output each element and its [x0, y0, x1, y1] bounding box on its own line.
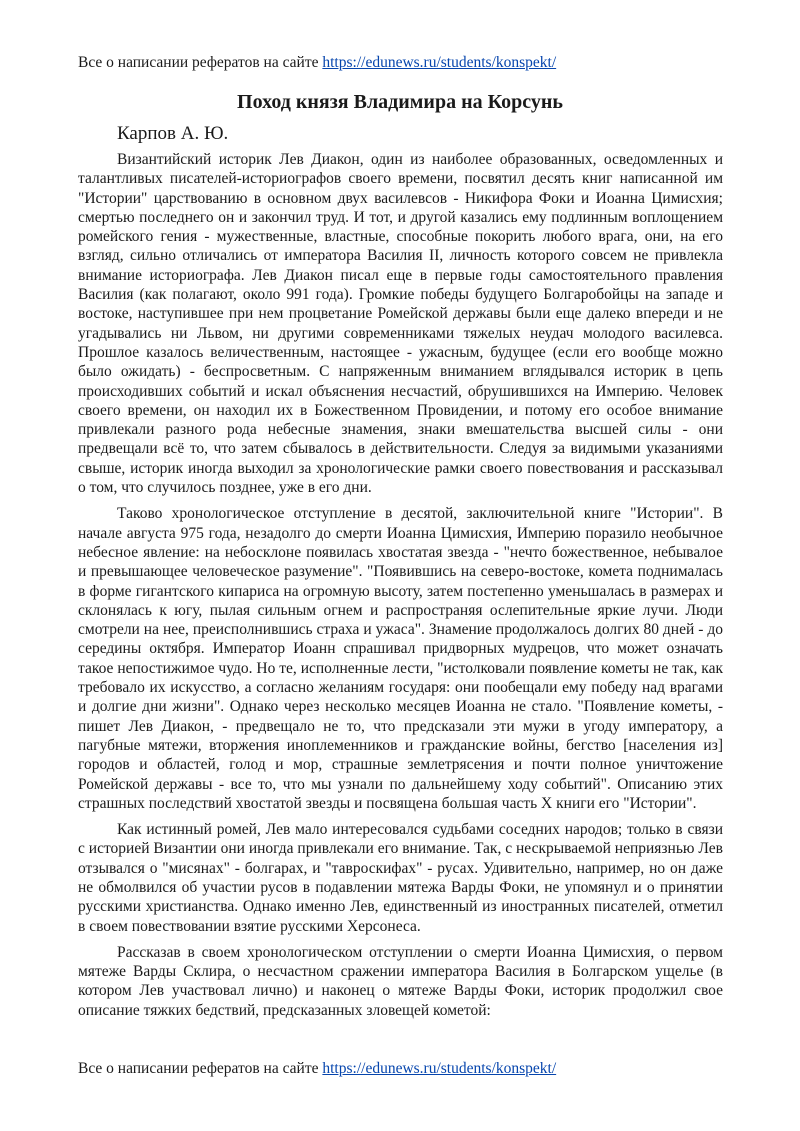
- document-title: Поход князя Владимира на Корсунь: [237, 91, 563, 113]
- page-footer: [78, 1059, 556, 1079]
- paragraph-4: Рассказав в своем хронологическом отступлении о смерти Иоанна Цимисхия, о первом мятеже Варды Склира, о несчастном сражении императора Василия в Болгарском ущелье (в котором Лев участвовал лично) и наконец о мятеже Варды Фоки, историк продолжил свое описание тяжких бедствий, предсказанных зловещей кометой:: [78, 943, 723, 1019]
- footer-site-link[interactable]: https://edunews.ru/students/konspekt/: [322, 1060, 557, 1077]
- paragraph-2: Таково хронологическое отступление в десятой, заключительной книге "Истории". В начале августа 975 года, незадолго до смерти Иоанна Цимисхия, Империю поразило необычное небесное явление: на небосклоне появилась хвостатая звезда - "нечто божественное, небывалое и превышающее человеческое разумение". "Появившись на северо-востоке, комета поднималась в форме гигантского кипариса на огромную высоту, затем постепенно уменьшалась в размерах и склонялась к югу, пылая сильным огнем и распространяя ослепительные яркие лучи. Люди смотрели на нее, преисполнившись страха и ужаса". Знамение продолжалось долгих 80 дней - до середины октября. Император Иоанн спрашивал придворных мудрецов, что может означать такое непостижимое чудо. Но те, исполненные лести, "истолковали появление кометы не так, как требовало их искусство, а согласно желаниям государя: они пообещали ему победу над врагами и долгие дни жизни". Однако через несколько месяцев Иоанна не стало. "Появление кометы, - пишет Лев Диакон, - предвещало не то, что предсказали эти мужи в угоду императору, а пагубные мятежи, вторжения иноплеменников и гражданские войны, бегство [населения из] городов и областей, голод и мор, страшные землетрясения и почти полное уничтожение Ромейской державы - все то, что мы узнали по дальнейшему ходу событий". Описанию этих страшных последствий хвостатой звезды и посвящена большая часть X книги его "Истории".: [78, 505, 723, 812]
- footer-prefix-text: Все о написании рефератов на сайте: [78, 1060, 323, 1077]
- header-prefix-text: Все о написании рефератов на сайте: [78, 54, 323, 71]
- document-body: [78, 150, 723, 1027]
- paragraph-3: Как истинный ромей, Лев мало интересовался судьбами соседних народов; только в связи с историей Византии они иногда привлекали его внимание. Так, с нескрываемой неприязнью Лев отзывался о "мисянах" - болгарах, и "тавроскифах" - русах. Удивительно, например, но он даже не обмолвился об участии русов в подавлении мятежа Варды Фоки, не упомянул и о принятии русскими христианства. Однако именно Лев, единственный из иностранных писателей, отметил в своем повествовании взятие русскими Херсонеса.: [78, 821, 723, 935]
- page-header: [78, 53, 556, 73]
- paragraph-1: Византийский историк Лев Диакон, один из наиболее образованных, осведомленных и талантливых писателей-историографов своего времени, посвятил десять книг написанной им "Истории" царствованию в основном двух василевсов - Никифора Фоки и Иоанна Цимисхия; смертью последнего он и закончил труд. И тот, и другой казались ему подлинным воплощением ромейского гения - мужественные, властные, способные покорить любого врага, они, на его взгляд, сильно отличались от императора Василия II, личность которого совсем не привлекла внимание историографа. Лев Диакон писал еще в первые годы самостоятельного правления Василия (как полагают, около 991 года). Громкие победы будущего Болгаробойцы на западе и востоке, наступившее при нем процветание Ромейской державы были еще далеко впереди и не угадывались ни Львом, ни другими современниками тяжелых неудач молодого василевса. Прошлое казалось величественным, настоящее - ужасным, будущее (если его вообще можно было ожидать) - беспросветным. С напряженным вниманием вглядывался историк в цепь происходивших событий и искал объяснения несчастий, обрушившихся на Империю. Человек своего времени, он находил их в Божественном Провидении, и потому его особое внимание привлекали разного рода небесные знамения, знаки вмешательства высшей силы - они предвещали всё то, что затем сбывалось в действительности. Следуя за видимыми указаниями свыше, историк иногда выходил за хронологические рамки своего повествования и рассказывал о том, что случилось позднее, уже в его дни.: [78, 151, 723, 497]
- document-author: Карпов А. Ю.: [117, 123, 229, 144]
- header-site-link[interactable]: https://edunews.ru/students/konspekt/: [322, 54, 557, 71]
